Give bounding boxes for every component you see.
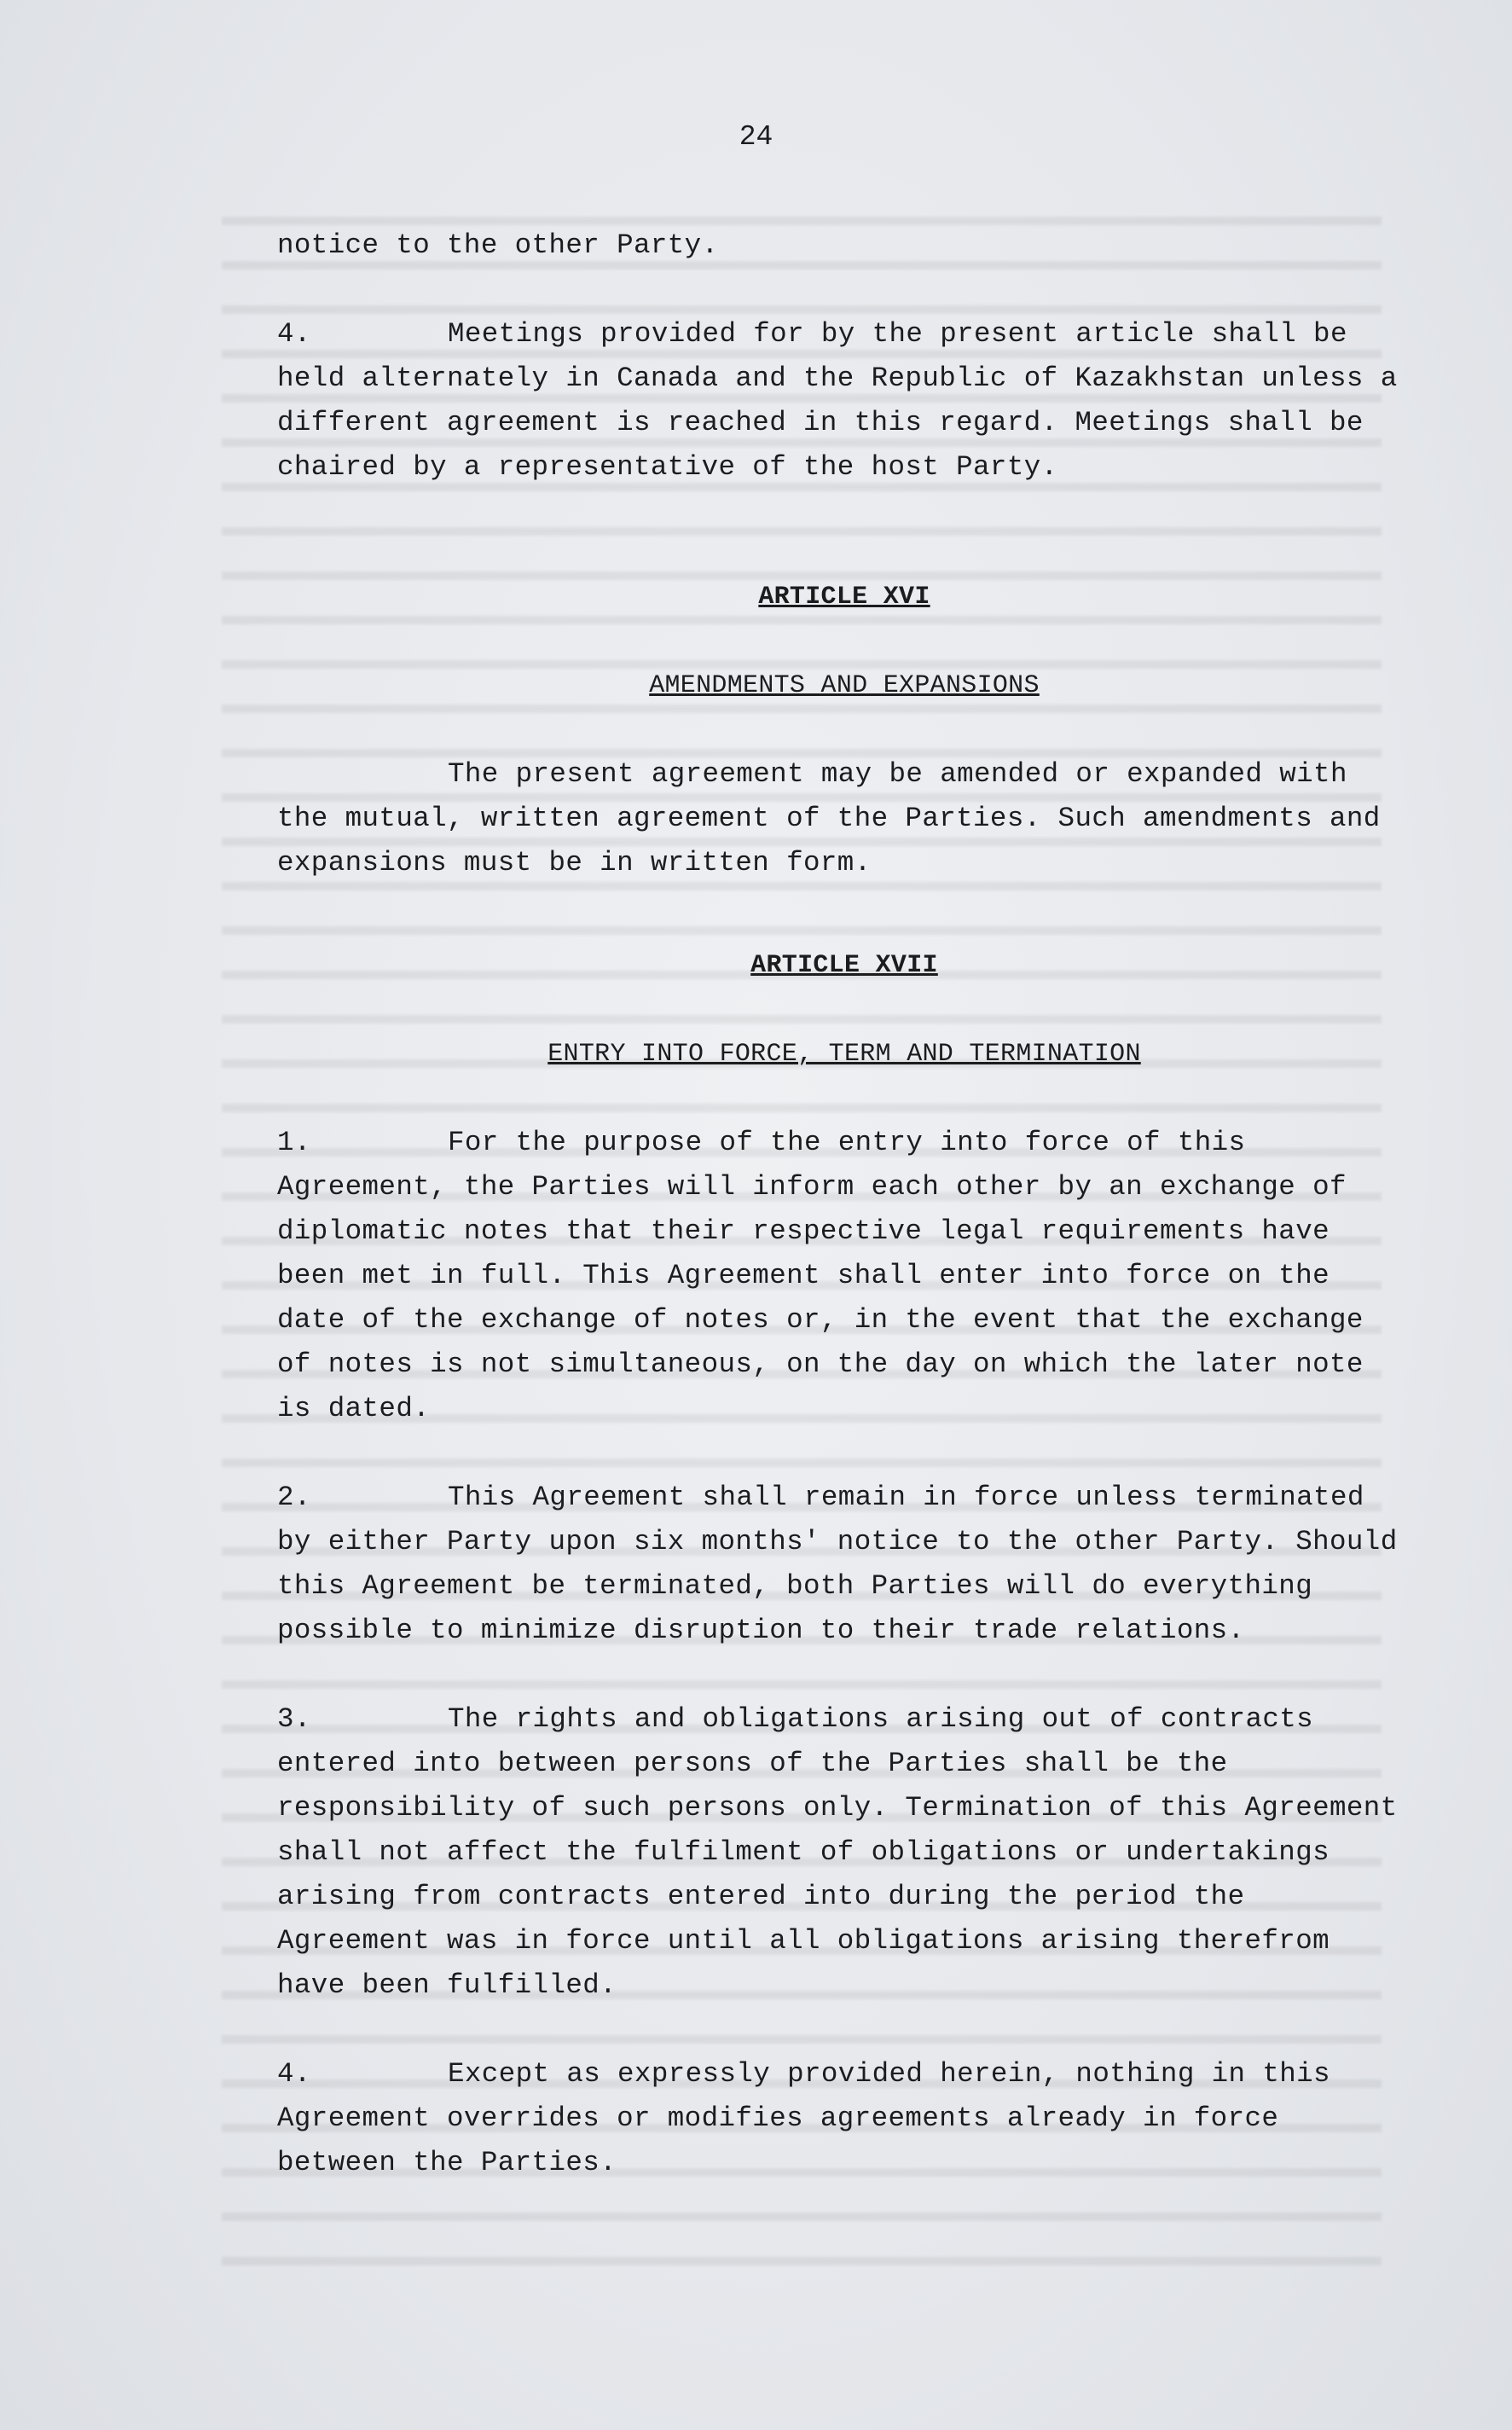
- page-number: 24: [739, 121, 773, 153]
- paragraph-number: 2.: [277, 1482, 311, 1513]
- article-17-paragraph: [277, 1121, 1411, 1431]
- paragraph-text: Meetings provided for by the present article shall be held alternately in Canada and the Republic of Kazakhstan unless a different agreement is reached in this regard. Meetings shall be chaired by a representative of the host Party.: [277, 318, 1398, 483]
- paragraph-number: 1.: [277, 1127, 311, 1158]
- continuation-text: notice to the other Party.: [277, 229, 719, 261]
- article-17-heading: ARTICLE XVII: [750, 951, 938, 980]
- article-16-heading: ARTICLE XVI: [758, 583, 930, 612]
- article-17-paragraph: [277, 2052, 1411, 2185]
- paragraph-text: For the purpose of the entry into force of this Agreement, the Parties will inform each other by an exchange of diplomatic notes that their respective legal requirements have been met in full. This Agreement shall enter into force on the date of the exchange of notes or, in the event that the exchange of notes is not simultaneous, on the day on which the later note is dated.: [277, 1127, 1364, 1424]
- paragraph-meetings: [277, 312, 1411, 490]
- paragraph-number: 4.: [277, 318, 311, 350]
- article-16-subheading: AMENDMENTS AND EXPANSIONS: [649, 671, 1040, 700]
- paragraph-text: This Agreement shall remain in force unless terminated by either Party upon six months' notice to the other Party. Should this Agreement be terminated, both Parties will do everything possible to minimize disruption to their trade relations.: [277, 1482, 1398, 1646]
- article-16-text: The present agreement may be amended or expanded with the mutual, written agreement of the Parties. Such amendments and expansions must be in written form.: [277, 758, 1381, 879]
- paragraph-text: Except as expressly provided herein, nothing in this Agreement overrides or modifies agreements already in force between the Parties.: [277, 2058, 1330, 2178]
- paragraph-number: 3.: [277, 1703, 311, 1735]
- document-body: [277, 223, 1411, 2185]
- article-17-paragraph: [277, 1697, 1411, 2008]
- paragraph-text: The rights and obligations arising out of contracts entered into between persons of the Parties shall be the responsibility of such persons only. Termination of this Agreement shall not affect the fulfilment of obligations or undertakings arising from contracts entered into during the period the Agreement was in force until all obligations arising therefrom have been fulfilled.: [277, 1703, 1398, 2001]
- article-17-paragraph: [277, 1476, 1411, 1653]
- article-17-subheading: ENTRY INTO FORCE, TERM AND TERMINATION: [547, 1040, 1141, 1069]
- paragraph-number: 4.: [277, 2058, 311, 2090]
